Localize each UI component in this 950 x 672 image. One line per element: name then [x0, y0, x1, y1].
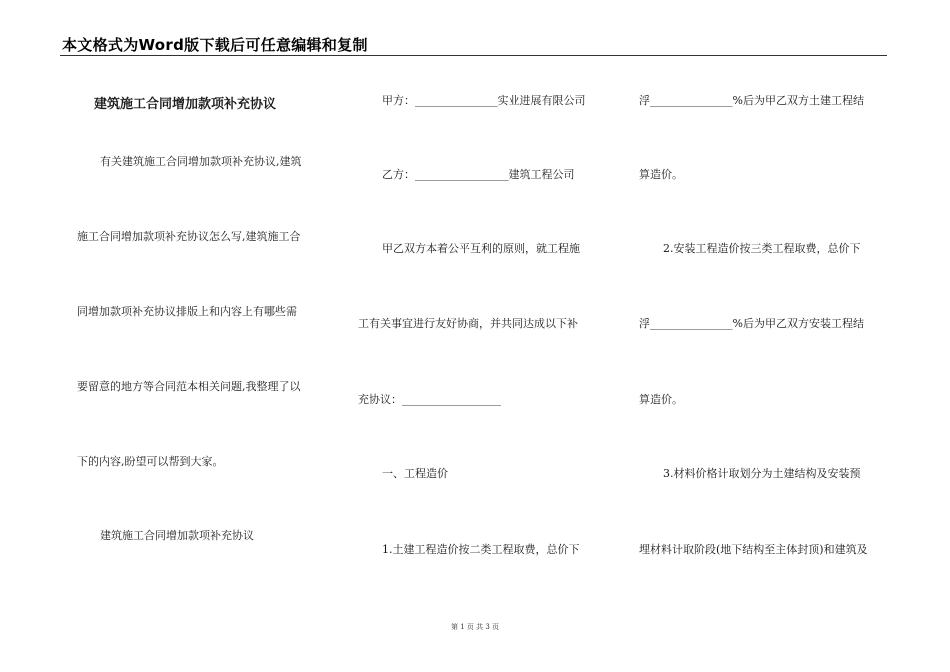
- column1-line: 施工合同增加款项补充协议怎么写,建筑施工合: [77, 230, 301, 243]
- column3-line: 3.材料价格计取划分为土建结构及安装预: [663, 467, 861, 480]
- column1-line: 下的内容,盼望可以帮到大家。: [77, 455, 224, 468]
- column2-line: 乙方：_________________建筑工程公司: [382, 168, 575, 181]
- column3-line: 算造价。: [639, 393, 683, 406]
- column1-line: 要留意的地方等合同范本相关问题,我整理了以: [77, 380, 301, 393]
- column2-line: 一、工程造价: [382, 467, 448, 480]
- column2-line: 1.土建工程造价按二类工程取费，总价下: [382, 543, 580, 556]
- column3-line: 埋材料计取阶段(地下结构至主体封顶)和建筑及: [639, 543, 868, 556]
- column3-line: 浮_______________%后为甲乙双方土建工程结: [639, 94, 864, 107]
- column1-line: 建筑施工合同增加款项补充协议: [100, 529, 254, 542]
- column2-line: 甲方：_______________实业进展有限公司: [382, 94, 586, 107]
- page-header-title: 本文格式为Word版下载后可任意编辑和复制: [62, 36, 368, 54]
- column3-line: 2.安装工程造价按三类工程取费，总价下: [663, 242, 861, 255]
- column2-line: 充协议：__________________: [358, 393, 501, 406]
- column2-line: 甲乙双方本着公平互利的原则，就工程施: [382, 242, 580, 255]
- document-title: 建筑施工合同增加款项补充协议: [94, 97, 277, 112]
- column2-line: 工有关事宜进行友好协商，并共同达成以下补: [358, 317, 578, 330]
- header-rule: [60, 55, 887, 56]
- column3-line: 算造价。: [639, 168, 683, 181]
- column1-line: 有关建筑施工合同增加款项补充协议,建筑: [100, 155, 302, 168]
- column3-line: 浮_______________%后为甲乙双方安装工程结: [639, 317, 864, 330]
- page-number: 第 1 页 共 3 页: [450, 623, 500, 631]
- column1-line: 同增加款项补充协议排版上和内容上有哪些需: [77, 305, 297, 318]
